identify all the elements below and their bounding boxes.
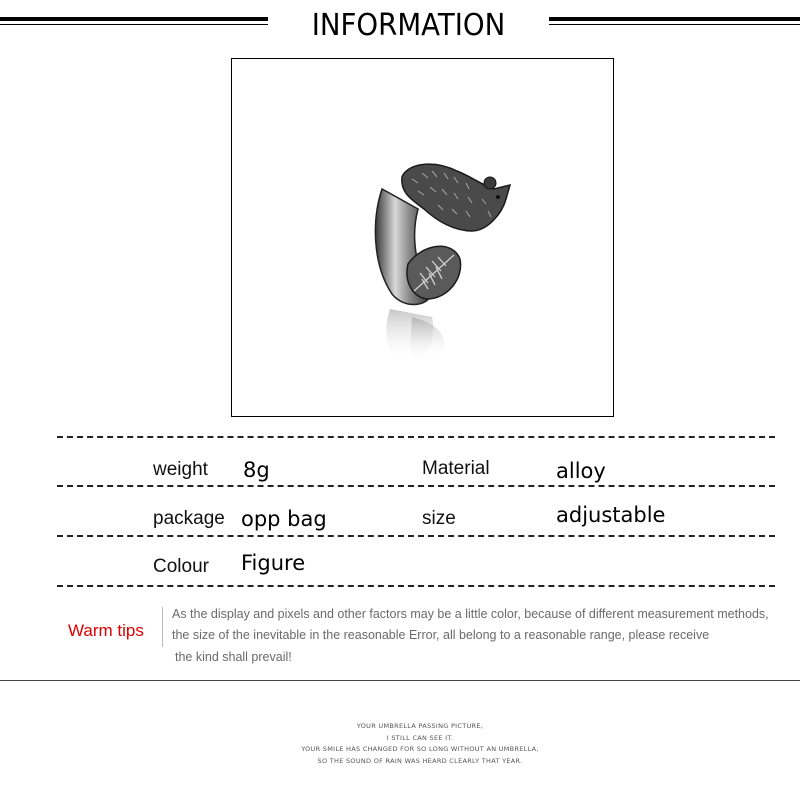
header-bar-right: [549, 17, 800, 25]
warm-tip-line: the size of the inevitable in the reasonable Error, all belong to a reasonable range, please receive: [172, 628, 710, 642]
warm-tips-label: Warm tips: [68, 621, 144, 640]
weight-label: weight: [153, 459, 208, 480]
poem-line: I STILL CAN SEE IT.: [386, 734, 454, 742]
warm-tip-line: As the display and pixels and other factors may be a little color, because of different measurement methods,: [172, 607, 769, 621]
footer-rule: [0, 680, 800, 681]
weight-value: 8g: [243, 458, 270, 482]
product-image-frame: [231, 58, 614, 417]
size-label: size: [422, 508, 456, 529]
poem-line: YOUR UMBRELLA PASSING PICTURE,: [356, 722, 484, 730]
warm-tips-separator: [162, 607, 163, 647]
divider: [57, 485, 775, 487]
warm-tip-line: the kind shall prevail!: [175, 650, 292, 664]
package-value: opp bag: [241, 507, 327, 531]
size-value: adjustable: [556, 503, 666, 527]
poem-line: SO THE SOUND OF RAIN WAS HEARD CLEARLY THAT YEAR.: [317, 757, 523, 765]
poem-line: YOUR SMILE HAS CHANGED FOR SO LONG WITHOUT AN UMBRELLA,: [301, 745, 539, 753]
colour-value: Figure: [241, 551, 306, 575]
header-bar-left: [0, 17, 268, 25]
page-title: INFORMATION: [311, 8, 506, 43]
material-label: Material: [422, 458, 490, 479]
divider: [57, 535, 775, 537]
divider: [57, 436, 775, 438]
colour-label: Colour: [153, 556, 209, 577]
material-value: alloy: [556, 459, 606, 483]
ring-image: [232, 59, 615, 418]
package-label: package: [153, 508, 225, 529]
divider: [57, 585, 775, 587]
